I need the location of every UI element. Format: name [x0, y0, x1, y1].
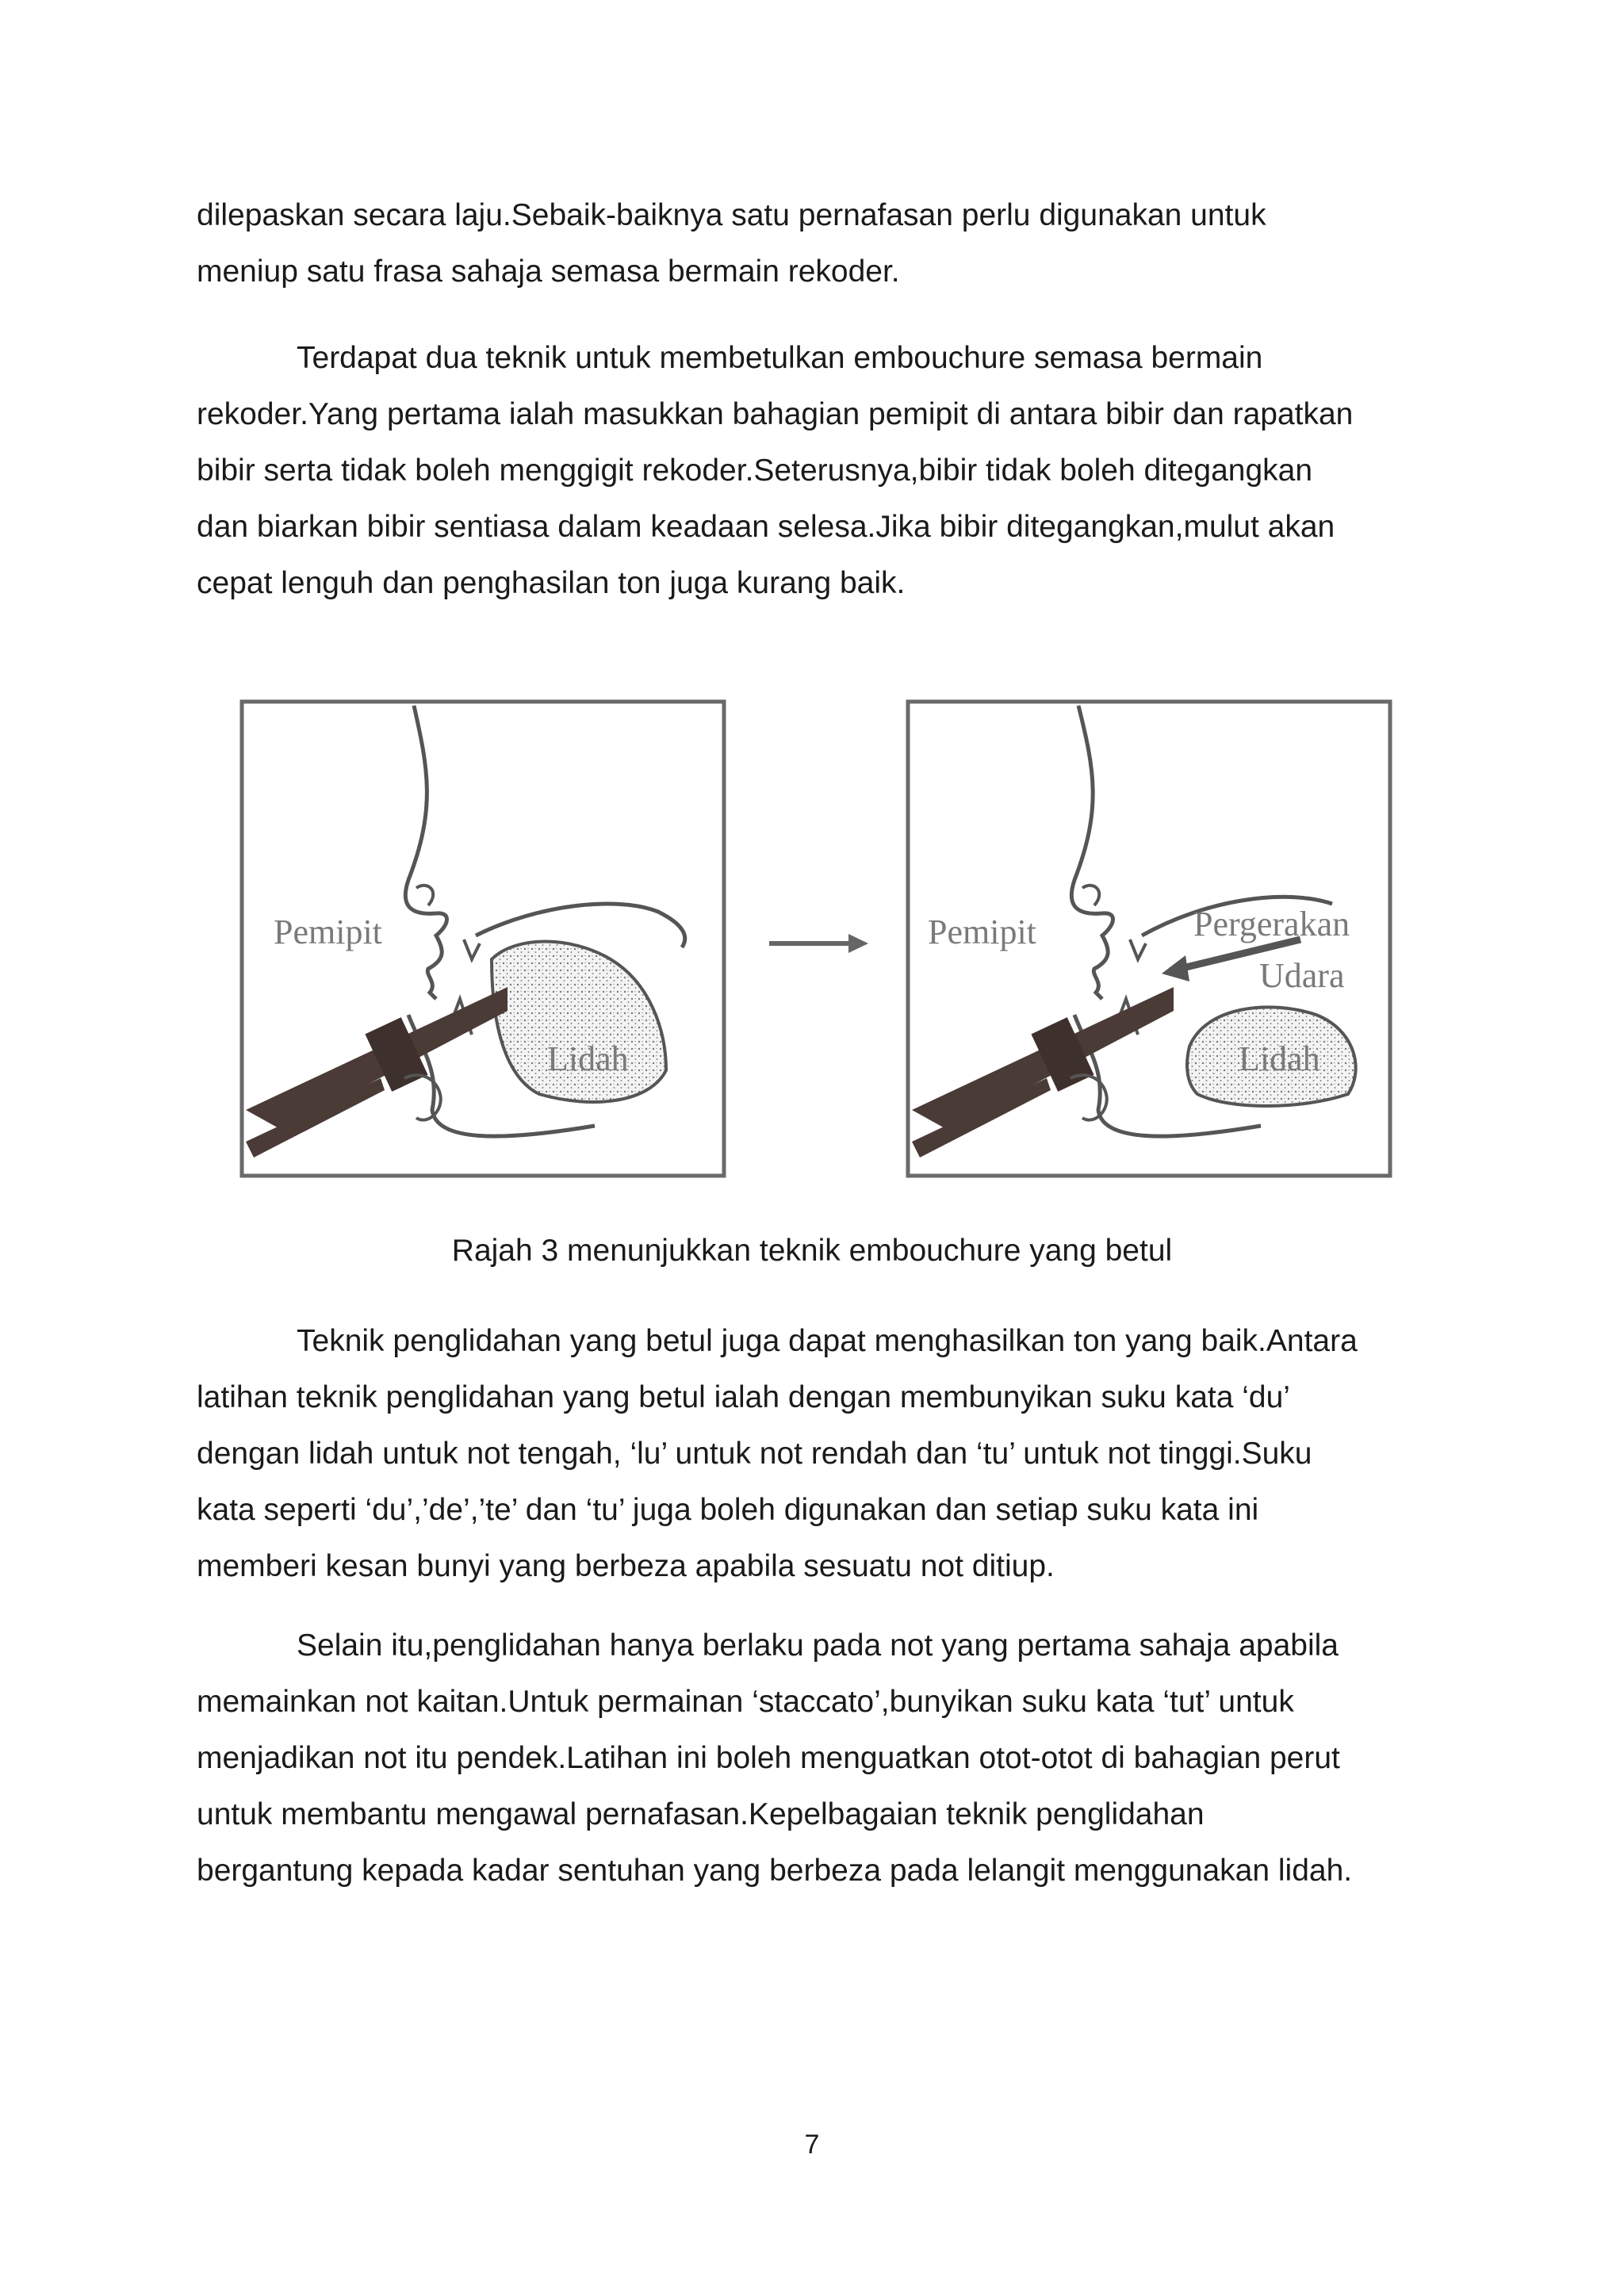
pemipit-label-right: Pemipit	[928, 913, 1036, 951]
text-line: memainkan not kaitan.Untuk permainan ‘staccato’,bunyikan suku kata ‘tut’ untuk	[197, 1685, 1294, 1719]
text-line: untuk membantu mengawal pernafasan.Kepelbagaian teknik penglidahan	[197, 1797, 1205, 1831]
paragraph-3	[197, 1313, 1434, 1594]
text-line: bergantung kepada kadar sentuhan yang berbeza pada lelangit menggunakan lidah.	[197, 1854, 1353, 1888]
pemipit-label-left: Pemipit	[274, 913, 382, 951]
pergerakan-label: Pergerakan	[1193, 905, 1350, 943]
text-line: latihan teknik penglidahan yang betul ialah dengan membunyikan suku kata ‘du’	[197, 1380, 1290, 1414]
lidah-label-left: Lidah	[547, 1039, 629, 1078]
transition-arrow	[769, 934, 868, 953]
text-line: dan biarkan bibir sentiasa dalam keadaan selesa.Jika bibir ditegangkan,mulut akan	[197, 510, 1335, 544]
lidah-label-right: Lidah	[1239, 1039, 1320, 1078]
text-line: Terdapat dua teknik untuk membetulkan embouchure semasa bermain	[297, 341, 1263, 375]
paragraph-2	[197, 330, 1434, 611]
text-line: dengan lidah untuk not tengah, ‘lu’ untuk not rendah dan ‘tu’ untuk not tinggi.Suku	[197, 1437, 1312, 1471]
paragraph-1	[197, 187, 1434, 300]
text-line: meniup satu frasa sahaja semasa bermain rekoder.	[197, 254, 900, 289]
page-number: 7	[804, 2130, 820, 2160]
text-line: menjadikan not itu pendek.Latihan ini boleh menguatkan otot-otot di bahagian perut	[197, 1741, 1340, 1775]
text-line: memberi kesan bunyi yang berbeza apabila sesuatu not ditiup.	[197, 1549, 1055, 1583]
text-line: kata seperti ‘du’,’de’,’te’ dan ‘tu’ juga boleh digunakan dan setiap suku kata ini	[197, 1493, 1259, 1527]
text-line: dilepaskan secara laju.Sebaik-baiknya satu pernafasan perlu digunakan untuk	[197, 198, 1266, 232]
figure-caption: Rajah 3 menunjukkan teknik embouchure yang betul	[451, 1234, 1173, 1268]
embouchure-figure	[238, 698, 1396, 1181]
figure-panel-right	[908, 702, 1390, 1176]
text-line: rekoder.Yang pertama ialah masukkan bahagian pemipit di antara bibir dan rapatkan	[197, 397, 1354, 431]
figure-panel-left	[242, 702, 724, 1176]
text-line: Selain itu,penglidahan hanya berlaku pada not yang pertama sahaja apabila	[297, 1628, 1339, 1663]
text-line: cepat lenguh dan penghasilan ton juga kurang baik.	[197, 566, 906, 600]
text-line: bibir serta tidak boleh menggigit rekoder.Seterusnya,bibir tidak boleh ditegangkan	[197, 453, 1313, 488]
paragraph-4	[197, 1617, 1434, 1899]
udara-label: Udara	[1259, 956, 1345, 995]
text-line: Teknik penglidahan yang betul juga dapat menghasilkan ton yang baik.Antara	[297, 1324, 1358, 1358]
